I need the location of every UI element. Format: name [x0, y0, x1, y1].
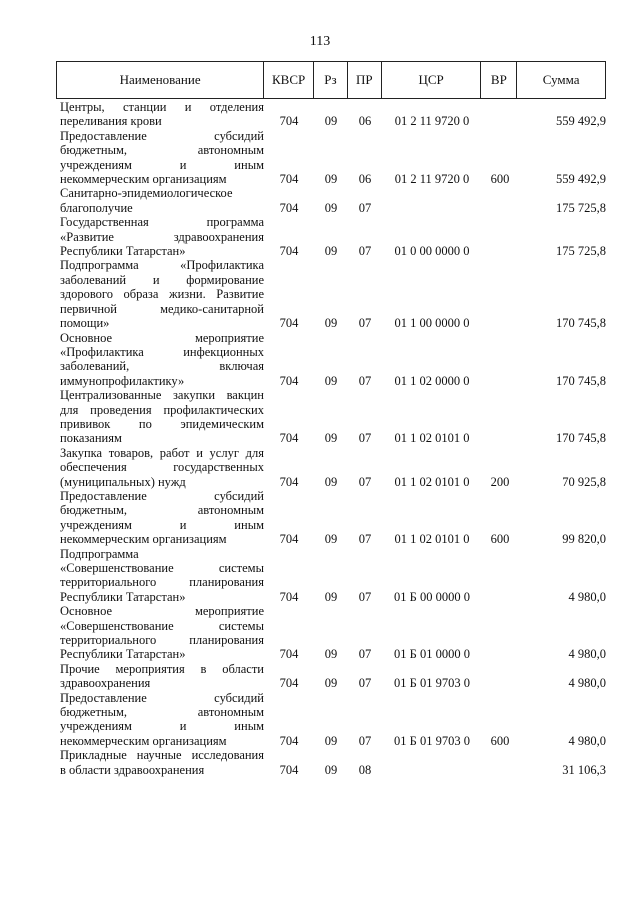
row-rz: 09 — [324, 647, 338, 662]
row-pr: 07 — [358, 676, 372, 691]
row-name-line: Центры, станции и отделения — [60, 100, 264, 114]
row-name-line: здравоохранения — [60, 676, 151, 691]
row-name — [60, 748, 264, 777]
row-sum: 175 725,8 — [556, 200, 606, 215]
table-row — [60, 215, 606, 258]
row-name-line: Закупка товаров, работ и услуг для — [60, 445, 264, 460]
row-name — [60, 100, 264, 129]
row-name-line: учреждениям и иным — [60, 719, 264, 734]
row-kvsr: 704 — [279, 244, 299, 259]
table-row — [60, 748, 606, 777]
row-sum: 170 745,8 — [556, 373, 606, 388]
row-name-line: учреждениям и иным — [60, 517, 264, 532]
row-pr: 07 — [358, 532, 372, 547]
row-csr: 01 2 11 9720 0 — [394, 114, 470, 129]
row-kvsr: 704 — [279, 114, 299, 129]
row-name-line: прививок по эпидемическим — [60, 416, 264, 431]
row-rz: 09 — [324, 244, 338, 259]
row-name — [60, 604, 264, 662]
row-csr: 01 0 00 0000 0 — [394, 244, 470, 259]
row-pr: 07 — [358, 474, 372, 489]
row-pr: 07 — [358, 589, 372, 604]
row-name — [60, 388, 264, 446]
row-csr: 01 Б 01 9703 0 — [394, 676, 470, 691]
row-name-line: Подпрограмма «Профилактика — [60, 258, 264, 273]
row-name-line: благополучие — [60, 200, 133, 215]
row-name-line: первичной медико-санитарной — [60, 301, 264, 316]
row-name-line: в области здравоохранения — [60, 762, 205, 777]
header-sum: Сумма — [542, 72, 580, 87]
row-name-line: Государственная программа — [60, 215, 264, 230]
row-name — [60, 547, 264, 605]
row-name-line: для проведения профилактических — [60, 402, 264, 417]
row-name-line: бюджетным, автономным — [60, 705, 264, 720]
row-kvsr: 704 — [279, 373, 299, 388]
header-name: Наименование — [57, 62, 264, 98]
table-row — [60, 662, 606, 691]
row-name — [60, 215, 264, 258]
row-pr: 07 — [358, 733, 372, 748]
header-csr: ЦСР — [382, 62, 482, 98]
table-row — [60, 446, 606, 489]
row-kvsr: 704 — [279, 762, 299, 777]
row-csr: 01 Б 01 9703 0 — [394, 733, 470, 748]
row-rz: 09 — [324, 474, 338, 489]
row-rz: 09 — [324, 316, 338, 331]
table-row — [60, 489, 606, 547]
row-name-line: бюджетным, автономным — [60, 143, 264, 158]
row-kvsr: 704 — [279, 474, 299, 489]
row-rz: 09 — [324, 431, 338, 446]
row-rz: 09 — [324, 172, 338, 187]
row-name-line: территориального планирования — [60, 575, 264, 590]
row-name-line: Предоставление субсидий — [60, 128, 264, 143]
row-csr: 01 Б 01 0000 0 — [394, 647, 470, 662]
row-csr: 01 1 02 0101 0 — [394, 532, 470, 547]
row-rz: 09 — [324, 762, 338, 777]
row-kvsr: 704 — [279, 676, 299, 691]
row-name-line: Санитарно-эпидемиологическое — [60, 186, 233, 201]
row-name — [60, 489, 264, 547]
row-rz: 09 — [324, 532, 338, 547]
row-csr: 01 2 11 9720 0 — [394, 172, 470, 187]
row-name-line: Предоставление субсидий — [60, 690, 264, 705]
row-kvsr: 704 — [279, 589, 299, 604]
row-csr: 01 1 02 0101 0 — [394, 431, 470, 446]
row-name-line: Предоставление субсидий — [60, 488, 264, 503]
row-sum: 70 925,8 — [562, 474, 606, 489]
row-sum: 559 492,9 — [556, 172, 606, 187]
row-kvsr: 704 — [279, 431, 299, 446]
row-name-line: Прочие мероприятия в области — [60, 661, 264, 676]
row-pr: 07 — [358, 431, 372, 446]
table-row — [60, 388, 606, 446]
row-sum: 4 980,0 — [568, 733, 606, 748]
row-name-line: бюджетным, автономным — [60, 503, 264, 518]
row-name-line: (муниципальных) нужд — [60, 474, 186, 489]
row-name-line: некоммерческим организациям — [60, 733, 227, 748]
row-pr: 06 — [358, 114, 372, 129]
row-name-line: иммунопрофилактику» — [60, 373, 185, 388]
row-vr: 600 — [490, 733, 510, 748]
row-name-line: Прикладные научные исследования — [60, 748, 264, 763]
row-name-line: показаниям — [60, 431, 122, 446]
row-rz: 09 — [324, 373, 338, 388]
row-vr: 200 — [490, 474, 510, 489]
row-csr: 01 1 02 0000 0 — [394, 373, 470, 388]
row-name-line: переливания крови — [60, 114, 162, 129]
row-sum: 170 745,8 — [556, 316, 606, 331]
row-pr: 07 — [358, 200, 372, 215]
row-sum: 31 106,3 — [562, 762, 606, 777]
row-pr: 07 — [358, 244, 372, 259]
row-kvsr: 704 — [279, 172, 299, 187]
row-name-line: помощи» — [60, 316, 110, 331]
row-name-line: учреждениям и иным — [60, 157, 264, 172]
row-rz: 09 — [324, 114, 338, 129]
row-rz: 09 — [324, 589, 338, 604]
header-vr: ВР — [481, 62, 517, 98]
row-pr: 07 — [358, 373, 372, 388]
row-kvsr: 704 — [279, 200, 299, 215]
row-csr: 01 Б 00 0000 0 — [394, 589, 470, 604]
row-name — [60, 446, 264, 489]
row-pr: 07 — [358, 316, 372, 331]
row-name-line: территориального планирования — [60, 633, 264, 648]
row-kvsr: 704 — [279, 733, 299, 748]
row-sum: 99 820,0 — [562, 532, 606, 547]
row-rz: 09 — [324, 733, 338, 748]
table-row — [60, 258, 606, 330]
row-name-line: Основное мероприятие — [60, 604, 264, 619]
table-row — [60, 186, 606, 215]
row-name-line: «Совершенствование системы — [60, 561, 264, 575]
row-name — [60, 186, 264, 215]
table-row — [60, 604, 606, 662]
row-sum: 170 745,8 — [556, 431, 606, 446]
row-name-line: Республики Татарстан» — [60, 647, 186, 662]
row-kvsr: 704 — [279, 316, 299, 331]
row-kvsr: 704 — [279, 647, 299, 662]
header-kvsr: КВСР — [264, 62, 314, 98]
row-name-line: «Профилактика инфекционных — [60, 344, 264, 359]
row-name — [60, 691, 264, 749]
row-name-line: здорового образа жизни. Развитие — [60, 287, 264, 302]
row-name-line: «Развитие здравоохранения — [60, 229, 264, 244]
row-kvsr: 704 — [279, 532, 299, 547]
row-name-line: Республики Татарстан» — [60, 244, 186, 259]
table-header — [56, 61, 606, 99]
header-pr: ПР — [348, 62, 382, 98]
row-name-line: обеспечения государственных — [60, 460, 264, 475]
row-pr: 07 — [358, 647, 372, 662]
header-rz: Рз — [314, 62, 348, 98]
row-rz: 09 — [324, 676, 338, 691]
row-sum: 4 980,0 — [568, 676, 606, 691]
row-vr: 600 — [490, 172, 510, 187]
table-row — [60, 100, 606, 129]
table-body — [60, 100, 606, 777]
row-name — [60, 331, 264, 389]
row-pr: 06 — [358, 172, 372, 187]
row-pr: 08 — [358, 762, 372, 777]
row-name-line: Основное мероприятие — [60, 330, 264, 345]
row-name-line: некоммерческим организациям — [60, 172, 227, 187]
row-name — [60, 258, 264, 330]
row-name-line: «Совершенствование системы — [60, 618, 264, 633]
row-name-line: заболеваний, включая — [60, 359, 264, 374]
row-sum: 4 980,0 — [568, 647, 606, 662]
row-csr: 01 1 00 0000 0 — [394, 316, 470, 331]
table-row — [60, 331, 606, 389]
table-row — [60, 129, 606, 187]
row-name-line: Республики Татарстан» — [60, 589, 186, 604]
table-row — [60, 691, 606, 749]
row-csr: 01 1 02 0101 0 — [394, 474, 470, 489]
row-vr: 600 — [490, 532, 510, 547]
row-name — [60, 662, 264, 691]
row-name-line: некоммерческим организациям — [60, 532, 227, 547]
row-sum: 175 725,8 — [556, 244, 606, 259]
row-sum: 559 492,9 — [556, 114, 606, 129]
row-sum: 4 980,0 — [568, 589, 606, 604]
row-name — [60, 129, 264, 187]
row-name-line: заболеваний и формирование — [60, 272, 264, 287]
row-name-line: Подпрограмма — [60, 546, 139, 561]
row-rz: 09 — [324, 200, 338, 215]
page-number: 113 — [309, 34, 331, 49]
row-name-line: Централизованные закупки вакцин — [60, 388, 264, 403]
table-row — [60, 547, 606, 605]
